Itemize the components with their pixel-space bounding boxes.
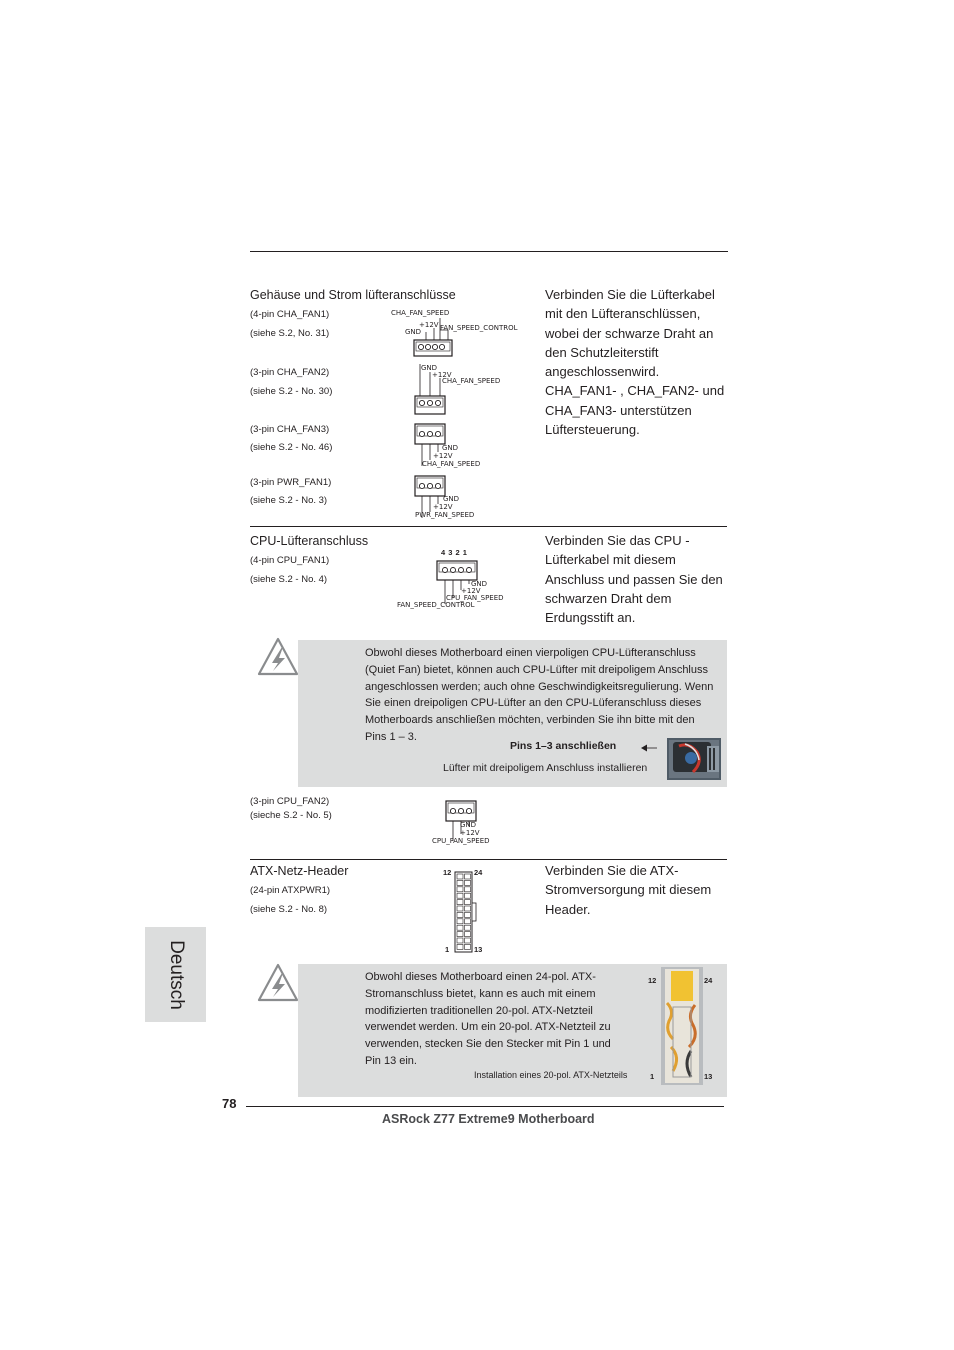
warning-icon: [256, 636, 300, 678]
desc-line: Header.: [545, 901, 591, 917]
pwr-fan1-12v-label: +12V: [433, 503, 453, 511]
atx-24pin-connector: [453, 871, 479, 955]
cpu-fan1-gnd-label: GND: [471, 580, 488, 588]
cha-fan2-12v-label: +12V: [432, 371, 452, 379]
atx-pin-cell: [465, 925, 471, 930]
note-line: (Quiet Fan) bietet, können auch CPU-Lüfter mit dreipoligem Anschluss: [365, 663, 708, 676]
cha-fan1-gnd-label: GND: [405, 328, 422, 336]
cha-fan1-connector: [410, 316, 458, 360]
atx-photo-pin-24: 24: [704, 976, 713, 985]
cpu-fan2-gnd-label: GND: [460, 821, 477, 829]
atx-pin-cell: [457, 880, 463, 885]
note-line: Pin 13 ein.: [365, 1054, 417, 1067]
desc-line: CHA_FAN1- , CHA_FAN2- und: [545, 383, 725, 399]
cpu-fan2-pin: (3-pin CPU_FAN2): [250, 796, 330, 807]
note-line: Motherboards anschließen möchten, verbinden Sie ihn bitte mit den: [365, 714, 695, 727]
cpu-fan-description: [545, 531, 730, 627]
cha-fan1-speed-label: CHA_FAN_SPEED: [391, 309, 450, 317]
atx-pin-cell: [457, 900, 463, 905]
cpu-fan1-pin: (4-pin CPU_FAN1): [250, 555, 330, 566]
atx-pin-cell: [465, 906, 471, 911]
atx-pin-cell: [457, 912, 463, 917]
desc-line: wobei der schwarze Draht an: [545, 325, 714, 341]
atx-pin-cell: [457, 938, 463, 943]
arrow-left-icon: [640, 743, 658, 753]
atx-ref: (siehe S.2 - No. 8): [250, 904, 328, 915]
atx-note-text: [365, 969, 635, 1070]
note-line: modifizierten traditionellen 20-pol. ATX-Netzteil: [365, 1004, 593, 1017]
pwr-fan1-pin: (3-pin PWR_FAN1): [250, 477, 332, 488]
warning-icon: [256, 962, 300, 1004]
cha-fan1-pin: (4-pin CHA_FAN1): [250, 309, 330, 320]
note-line: Pins 1 – 3.: [365, 730, 417, 743]
atx-pin-1: 1: [445, 945, 450, 954]
atx-pin-cell: [457, 932, 463, 937]
top-rule: [250, 251, 728, 252]
cpu-fan2-speed-label: CPU_FAN_SPEED: [432, 837, 490, 845]
atx-pin-cell: [457, 919, 463, 924]
desc-line: Verbinden Sie das CPU -: [545, 533, 690, 548]
cha-fan3-speed-label: CHA_FAN_SPEED: [422, 460, 481, 468]
atx-pin-cell: [457, 893, 463, 898]
atx-pin-cell: [465, 900, 471, 905]
atx-pin-cell: [457, 887, 463, 892]
section-divider: [250, 859, 727, 860]
atx-photo-pin-13: 13: [704, 1072, 713, 1081]
desc-line: Lüfterkabel mit diesem: [545, 552, 676, 568]
section-title-atx: ATX-Netz-Header: [250, 864, 349, 878]
atx-pin-cell: [465, 880, 471, 885]
cha-fan2-gnd-label: GND: [421, 364, 438, 372]
section-title-chassis-fans: Gehäuse und Strom lüfteranschlüsse: [250, 288, 456, 302]
note-line: Obwohl dieses Motherboard einen 24-pol. ATX-: [365, 971, 596, 983]
desc-line: schwarzen Draht dem: [545, 590, 672, 606]
cha-fan3-ref: (siehe S.2 - No. 46): [250, 442, 333, 453]
desc-line: Erdungsstift an.: [545, 610, 636, 626]
desc-line: Verbinden Sie die ATX-: [545, 863, 679, 878]
cha-fan1-control-label: FAN_SPEED_CONTROL: [440, 324, 518, 332]
cha-fan3-12v-label: +12V: [433, 452, 453, 460]
cha-fan3-pin: (3-pin CHA_FAN3): [250, 424, 330, 435]
atx-pin-cell: [457, 925, 463, 930]
footer-rule: [246, 1106, 724, 1107]
atx-pin: (24-pin ATXPWR1): [250, 885, 331, 896]
atx-pin-cell: [465, 944, 471, 949]
pins-caption: Pins 1–3 anschließen: [510, 740, 617, 752]
note-line: Sie einen dreipoligen CPU-Lüfter an den CPU-Lüferanschluss dieses: [365, 697, 702, 710]
desc-line: den Schutzleiterstift: [545, 344, 659, 360]
desc-line: angeschlossenwird.: [545, 364, 660, 380]
cha-fan1-ref: (siehe S.2, No. 31): [250, 328, 330, 339]
section-divider: [250, 526, 727, 527]
atx-pin-cell: [457, 944, 463, 949]
note-line: Stromanschluss bietet, kann es auch mit einem: [365, 987, 596, 1000]
atx-photo-pin-12: 12: [648, 976, 657, 985]
note-line: verwenden, stecken Sie den Stecker mit Pin 1 und: [365, 1038, 611, 1051]
cpu-fan1-12v-label: +12V: [461, 587, 481, 595]
fan-install-caption: Lüfter mit dreipoligem Anschluss installieren: [443, 762, 648, 774]
note-line: verwendet werden. Um ein 20-pol. ATX-Netzteil zu: [365, 1021, 611, 1034]
section-title-cpu-fan: CPU-Lüfteranschluss: [250, 534, 369, 548]
language-tab: [145, 927, 206, 1022]
atx-pin-13: 13: [474, 945, 483, 954]
cpu-fan2-ref: (sieche S.2 - No. 5): [250, 810, 332, 821]
atx-pin-cell: [465, 938, 471, 943]
cha-fan2-connector: [412, 364, 452, 418]
page-number: 78: [222, 1096, 237, 1111]
cpu-fan1-control-label: FAN_SPEED_CONTROL: [397, 601, 475, 609]
cha-fan2-speed-label: CHA_FAN_SPEED: [442, 377, 501, 385]
desc-line: Lüftersteuerung.: [545, 422, 640, 438]
desc-line: Anschluss und passen Sie den: [545, 571, 723, 587]
desc-line: CHA_FAN3- unterstützen: [545, 402, 692, 418]
cha-fan3-gnd-label: GND: [442, 444, 459, 452]
desc-line: mit den Lüfteranschlüssen,: [545, 306, 701, 322]
note-line: Obwohl dieses Motherboard einen vierpoligen CPU-Lüfteranschluss: [365, 647, 696, 659]
cpu-fan1-ref: (siehe S.2 - No. 4): [250, 574, 328, 585]
atx-connector-photo: [661, 967, 703, 1085]
cha-fan2-ref: (siehe S.2 - No. 30): [250, 386, 333, 397]
atx-pin-cell: [465, 932, 471, 937]
cpu-fan1-pin-numbers: 4 3 2 1: [441, 548, 467, 557]
desc-line: Stromversorgung mit diesem: [545, 882, 712, 898]
atx-pin-cell: [457, 874, 463, 879]
pwr-fan1-ref: (siehe S.2 - No. 3): [250, 495, 328, 506]
atx-pin-cell: [465, 874, 471, 879]
atx-photo-pin-1: 1: [650, 1072, 655, 1081]
footer-product: ASRock Z77 Extreme9 Motherboard: [382, 1112, 595, 1126]
cpu-fan-photo: [667, 738, 721, 780]
desc-line: Verbinden Sie die Lüfterkabel: [545, 287, 715, 302]
atx-pin-cell: [465, 893, 471, 898]
cpu-fan2-12v-label: +12V: [460, 829, 480, 837]
note-line: angeschlossen werden; auch ohne Geschwindigkeitsregulierung. Wenn: [365, 680, 714, 693]
cpu-fan-note-text: [365, 645, 727, 746]
cha-fan1-12v-label: +12V: [419, 321, 439, 329]
chassis-fans-description: [545, 285, 730, 439]
language-tab-label: Deutsch: [165, 939, 187, 1010]
atx-install-caption: Installation eines 20-pol. ATX-Netzteils: [474, 1070, 628, 1080]
atx-description: [545, 861, 730, 919]
atx-pin-cell: [457, 906, 463, 911]
atx-pin-12: 12: [443, 868, 452, 877]
atx-pin-cell: [465, 887, 471, 892]
atx-pin-cell: [465, 919, 471, 924]
atx-pin-24: 24: [474, 868, 483, 877]
pwr-fan1-gnd-label: GND: [443, 495, 460, 503]
cha-fan2-pin: (3-pin CHA_FAN2): [250, 367, 330, 378]
atx-pin-cell: [465, 912, 471, 917]
cpu-fan1-speed-label: CPU_FAN_SPEED: [446, 594, 504, 602]
pwr-fan1-speed-label: PWR_FAN_SPEED: [415, 511, 475, 519]
